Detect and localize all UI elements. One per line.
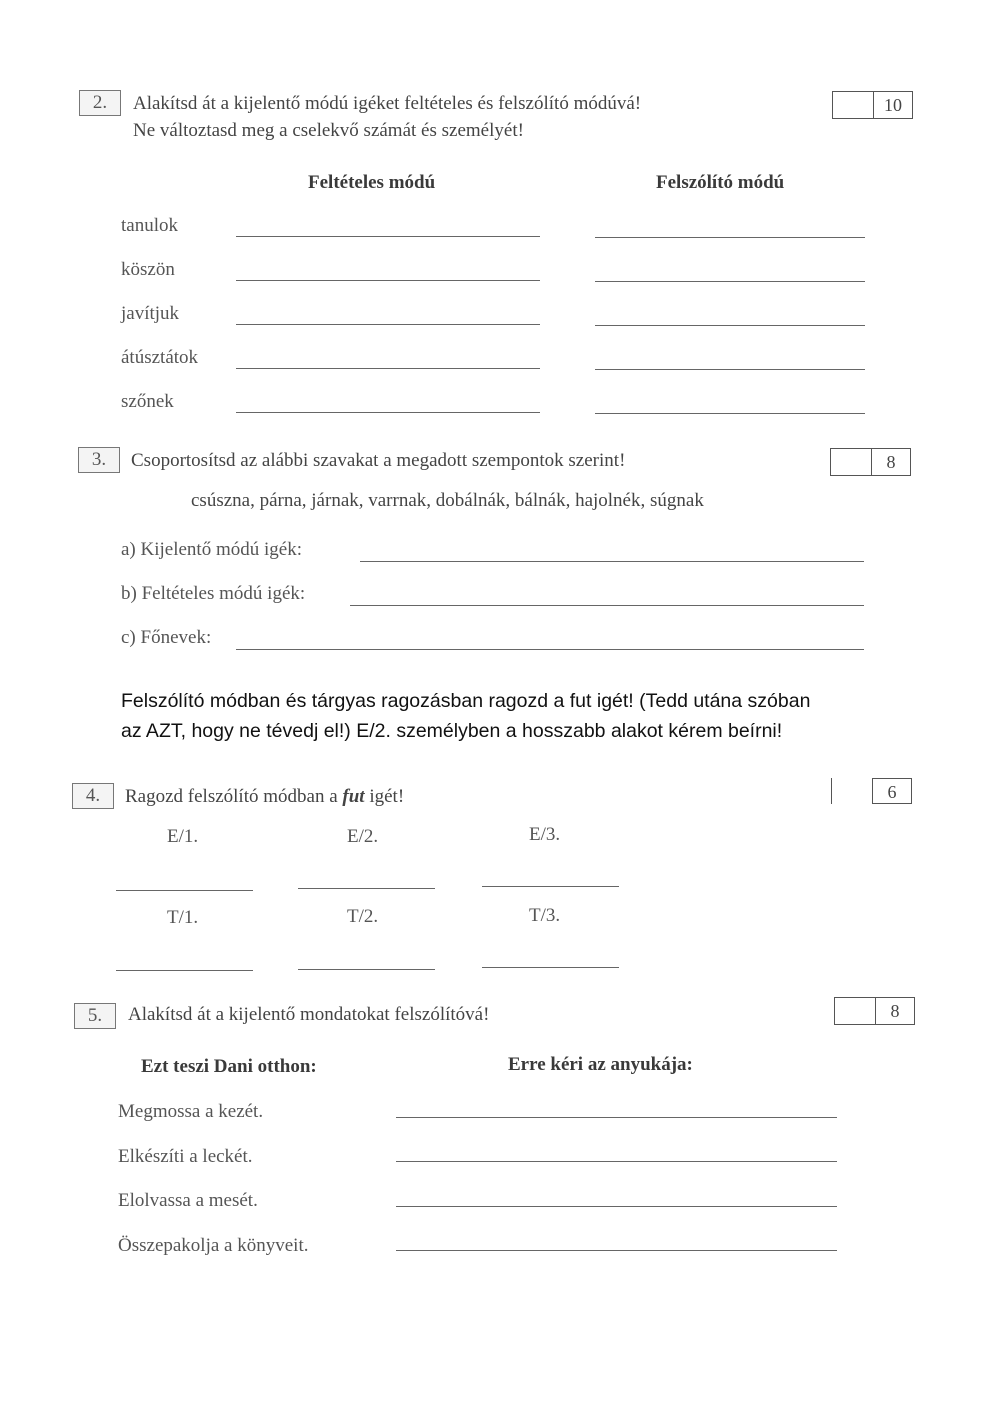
task-2-conditional-answer-line[interactable] bbox=[236, 368, 540, 369]
task-4-answer-line[interactable] bbox=[298, 969, 435, 970]
task-3-answer-line[interactable] bbox=[350, 605, 864, 606]
task-3-answer-line[interactable] bbox=[236, 649, 864, 650]
task-2-conditional-answer-line[interactable] bbox=[236, 412, 540, 413]
task-2-number: 2. bbox=[79, 90, 121, 116]
task-5-answer-line[interactable] bbox=[396, 1117, 837, 1118]
task-2-instruction-line-1: Alakítsd át a kijelentő módú igéket feltételes és felszólító módúvá! bbox=[133, 93, 642, 114]
task-2-word: tanulok bbox=[121, 215, 178, 236]
instruction-line-1: Felszólító módban és tárgyas ragozásban ragozd a fut igét! (Tedd utána szóban bbox=[121, 690, 811, 712]
task-4-instruction bbox=[125, 783, 404, 810]
task-5-sentence: Elkészíti a leckét. bbox=[118, 1146, 253, 1167]
task-5-score-box bbox=[834, 997, 915, 1025]
task-5-col-statement: Ezt teszi Dani otthon: bbox=[141, 1056, 317, 1077]
task-2-col-imperative: Felszólító módú bbox=[656, 172, 785, 193]
task-4-number: 4. bbox=[72, 783, 114, 809]
task-4-answer-line[interactable] bbox=[482, 886, 619, 887]
task-2-imperative-answer-line[interactable] bbox=[595, 237, 865, 238]
task-2-conditional-answer-line[interactable] bbox=[236, 236, 540, 237]
task-2-conditional-answer-line[interactable] bbox=[236, 324, 540, 325]
task-5-sentence: Elolvassa a mesét. bbox=[118, 1190, 258, 1211]
score-blank[interactable] bbox=[832, 778, 873, 804]
task-5-instruction: Alakítsd át a kijelentő mondatokat felszólítóvá! bbox=[128, 1004, 490, 1025]
task-4-verb: fut bbox=[342, 786, 365, 807]
task-4-answer-line[interactable] bbox=[116, 970, 253, 971]
task-4-person-label: T/2. bbox=[347, 906, 379, 927]
instruction-line-2: az AZT, hogy ne tévedj el!) E/2. személyben a hosszabb alakot kérem beírni! bbox=[121, 720, 783, 742]
task-4-person-label: E/2. bbox=[347, 826, 379, 847]
score-blank[interactable] bbox=[831, 449, 872, 475]
task-4-person-label: T/3. bbox=[529, 905, 561, 926]
task-2-word: szőnek bbox=[121, 391, 174, 412]
task-4-answer-line[interactable] bbox=[482, 967, 619, 968]
task-2-score-box bbox=[832, 91, 913, 119]
task-5-answer-line[interactable] bbox=[396, 1206, 837, 1207]
task-3-item-label: c) Főnevek: bbox=[121, 627, 212, 648]
task-3-word-list: csúszna, párna, járnak, varrnak, dobálnák, bálnák, hajolnék, súgnak bbox=[191, 490, 704, 511]
task-2-conditional-answer-line[interactable] bbox=[236, 280, 540, 281]
task-2-points: 10 bbox=[884, 95, 902, 115]
task-4-points: 6 bbox=[873, 778, 912, 804]
task-3-item-label: b) Feltételes módú igék: bbox=[121, 583, 306, 604]
task-2-imperative-answer-line[interactable] bbox=[595, 369, 865, 370]
task-5-sentence: Összepakolja a könyveit. bbox=[118, 1235, 309, 1256]
task-2-imperative-answer-line[interactable] bbox=[595, 281, 865, 282]
task-4-person-label: E/1. bbox=[167, 826, 199, 847]
task-4-person-label: E/3. bbox=[529, 824, 561, 845]
task-4-text-pre: Ragozd felszólító módban a bbox=[125, 786, 343, 807]
task-5-answer-line[interactable] bbox=[396, 1250, 837, 1251]
task-4-score-box bbox=[831, 778, 912, 804]
score-blank[interactable] bbox=[835, 998, 876, 1024]
task-5-number: 5. bbox=[74, 1003, 116, 1029]
task-4-answer-line[interactable] bbox=[298, 888, 435, 889]
task-5-answer-line[interactable] bbox=[396, 1161, 837, 1162]
task-4-answer-line[interactable] bbox=[116, 890, 253, 891]
task-5-col-request: Erre kéri az anyukája: bbox=[508, 1054, 693, 1075]
task-2-imperative-answer-line[interactable] bbox=[595, 325, 865, 326]
task-2-col-conditional: Feltételes módú bbox=[308, 172, 436, 193]
task-4-person-label: T/1. bbox=[167, 907, 199, 928]
task-2-word: javítjuk bbox=[121, 303, 180, 324]
task-3-answer-line[interactable] bbox=[360, 561, 864, 562]
task-2-word: átúsztátok bbox=[121, 347, 199, 368]
score-blank[interactable] bbox=[833, 92, 874, 118]
task-3-score-box bbox=[830, 448, 911, 476]
task-5-points: 8 bbox=[890, 1001, 900, 1021]
task-3-instruction: Csoportosítsd az alábbi szavakat a megadott szempontok szerint! bbox=[131, 450, 626, 471]
task-2-imperative-answer-line[interactable] bbox=[595, 413, 865, 414]
task-2-instruction-line-2: Ne változtasd meg a cselekvő számát és személyét! bbox=[133, 120, 524, 141]
task-2-word: köszön bbox=[121, 259, 175, 280]
task-3-number: 3. bbox=[78, 447, 120, 473]
task-3-item-label: a) Kijelentő módú igék: bbox=[121, 539, 302, 560]
task-4-text-post: igét! bbox=[364, 786, 405, 807]
task-3-points: 8 bbox=[886, 452, 896, 472]
task-5-sentence: Megmossa a kezét. bbox=[118, 1101, 264, 1122]
